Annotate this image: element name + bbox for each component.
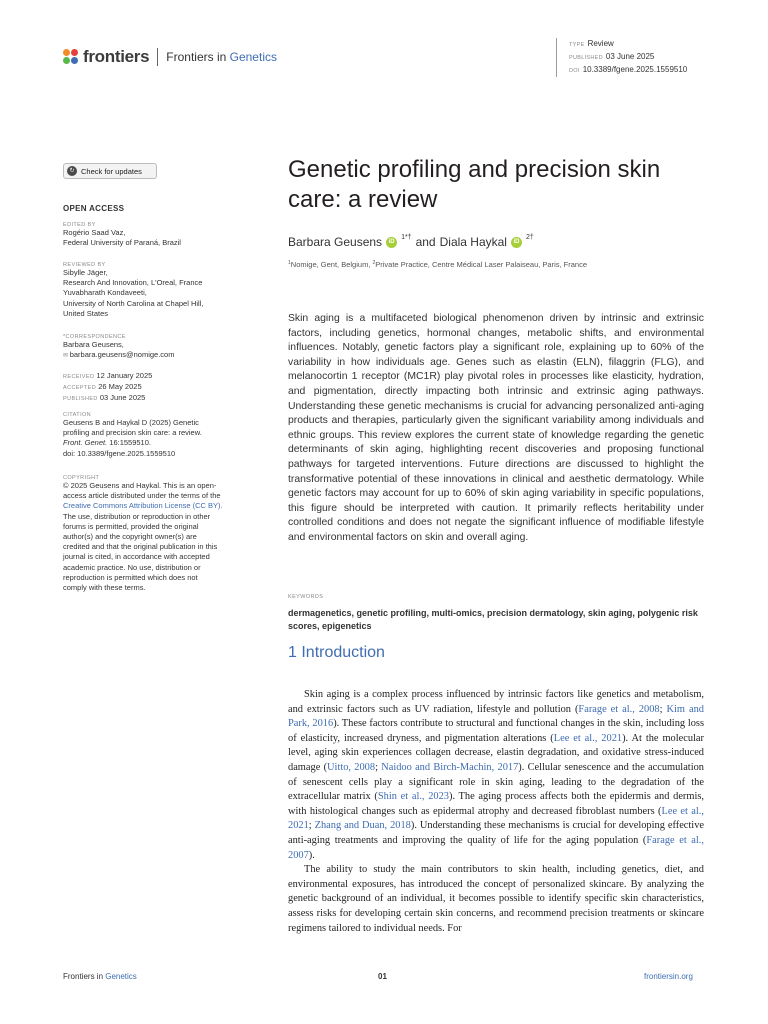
divider [157,48,158,66]
citation-doi-link[interactable]: doi: 10.3389/fgene.2025.1559510 [63,448,176,458]
citation-link[interactable]: Lee et al., 2021 [288,805,704,832]
citation-link[interactable]: Kim and Park, 2016 [288,703,704,730]
check-for-updates-button[interactable] [63,163,157,179]
publisher-name: frontiers [83,47,150,66]
author-name[interactable]: Diala Haykal [439,235,507,249]
footer-site-link[interactable]: frontiersin.org [644,972,693,981]
article-title: Genetic profiling and precision skin care: a review [288,156,661,213]
citation-link[interactable]: Lee et al., 2021 [553,732,623,744]
mail-icon: ✉ [63,353,70,360]
paragraph-text: ; [308,820,315,832]
dates: RECEIVED 12 January 2025 ACCEPTED 26 May 2025 PUBLISHED 03 June 2025 [63,371,153,403]
copyright: COPYRIGHT © 2025 Geusens and Haykal. This is an open- access article distributed under the terms of the Creative Commons Attribution License (CC BY). The use, distribution or reproduction in other forums is permitted, provided the original author(s) and the copyright owner(s) are credited and that the original publication in this journal is cited, in accordance with accepted academic practice. No use, distribution or reproduction is permitted which does not comply with these terms. [63,475,263,593]
paragraph-text: Skin aging is a complex process influenced by intrinsic factors like genetics and metabolism, and extrinsic factors such as UV radiation, lifestyle and pollution ( [288,689,704,715]
journal-prefix: Frontiers in [166,50,230,64]
paragraph [288,688,704,863]
update-icon: ↻ [67,166,77,176]
orcid-icon[interactable]: iD [386,237,397,248]
citation-link[interactable]: Shin et al., 2023 [377,791,449,803]
article-published: PUBLISHED 03 June 2025 [569,52,655,61]
footer-journal-link[interactable]: Genetics [105,972,137,981]
body-text [288,688,704,936]
section-heading: 1 Introduction [288,644,385,661]
paragraph: The ability to study the main contributors to skin health, including genetics, diet, and environmental exposures, has introduced the concept of personalized skincare. By analyzing the genetic background of an individual, it becomes possible to identify specific skin characteristics, assess risks for developing certain skin concerns, and recommend precision treatments or skincare regimens tailored to individual needs. For [288,864,704,934]
abstract: Skin aging is a multifaceted biological phenomenon driven by intrinsic and extrinsic factors, including genetics, hormonal changes, metabolic shifts, and environmental influences. Notably, genetic factors play a significant role, explaining up to 60% of the variability in how individuals age. Genes such as elastin (ELN), filaggrin (FLG), and melanocortin 1 receptor (MC1R) play pivotal roles in processes like elasticity, hydration, and pigmentation, directly impacting both intrinsic and extrinsic aging pathways. Understanding these genetic mechanisms is crucial for advancing personalized anti-aging products and therapies, particularly given the significant variability among individuals and ethnic groups. This review explores the current state of knowledge regarding the genetic determinants of skin aging, highlighting recent discoveries and proposing functional pathways for targeted interventions. Future directions are discussed to highlight the transformative potential of these innovations in clinical and aesthetic dermatology. While genetic factors may account for up to 60% of skin aging variability in specific populations, this figure should be interpreted with caution. It primarily reflects heritability under controlled conditions and does not negate the significant influence of modifiable lifestyle and environmental factors on skin and overall aging. [288,313,704,543]
citation: CITATION Geusens B and Haykal D (2025) Genetic profiling and precision skin care: a review. Front. Genet. 16:1559510. doi: 10.3389/fgene.2025.1559510 [63,412,263,459]
paragraph-text: ). At the molecular level, aging skin experiences collagen decrease, elastin degradation, and oxidative stress-induced damage ( [288,732,704,773]
orcid-icon[interactable]: iD [511,237,522,248]
article-meta [556,38,687,77]
author-list: Barbara Geusens iD 1*† and Diala Haykal iD 2† [288,233,534,249]
paragraph-text: ). [308,849,315,861]
citation-link[interactable]: Zhang and Duan, 2018 [314,820,411,832]
frontiers-logo-icon [63,49,79,65]
citation-link[interactable]: Naidoo and Birch-Machin, 2017 [381,761,519,773]
article-type: TYPE Review [569,39,614,48]
open-access-label: OPEN ACCESS [63,204,125,213]
author-name[interactable]: Barbara Geusens [288,235,383,249]
correspondence-email[interactable]: ✉ barbara.geusens@nomige.com [63,350,175,360]
check-for-updates-label: Check for updates [81,166,142,176]
edited-by: EDITED BY Rogério Saad Vaz, Federal University of Paraná, Brazil [63,222,181,248]
article-doi[interactable]: DOI 10.3389/fgene.2025.1559510 [569,65,688,74]
citation-link[interactable]: Farage et al., 2007 [288,834,704,861]
citation-link[interactable]: Uitto, 2008 [327,761,376,773]
paragraph-text: ). The aging process affects both the epidermis and dermis, with histological changes such as epidermal atrophy and decreased fibroblast numbers ( [288,791,705,817]
citation-link[interactable]: Farage et al., 2008 [578,703,660,715]
page-number: 01 [378,972,387,981]
paragraph-text: ; [375,761,382,773]
journal-name[interactable] [166,50,277,64]
keywords-label: KEYWORDS [288,594,324,600]
frontiers-logo[interactable] [63,47,277,67]
journal-title: Genetics [229,50,277,64]
paragraph-text: ; [659,703,667,715]
paragraph-text: ). Understanding these mechanisms is crucial for developing effective anti-aging treatments and improving the quality of life for the aging population ( [288,820,704,846]
footer-journal: Frontiers in Genetics [63,972,137,981]
cc-by-license-link[interactable]: Creative Commons Attribution License (CC BY). [63,501,223,511]
correspondence: *CORRESPONDENCE Barbara Geusens, ✉ barbara.geusens@nomige.com [63,334,263,361]
keywords: dermagenetics, genetic profiling, multi-omics, precision dermatology, skin aging, polygenic risk scores, epigenetics [288,608,698,631]
paragraph-text: ). Cellular senescence and the accumulation of senescent cells play a significant role in skin aging, leading to the degradation of the extracellular matrix ( [288,761,704,803]
paragraph-text: ). These factors contribute to structural and functional changes in the skin, including loss of elasticity, increased dryness, and pigmentation alterations ( [288,718,705,744]
affiliations: $^1$Nomige, Gent, Belgium, $^2$Private Practice, Centre Médical Laser Palaiseau, Paris, France [288,260,588,269]
reviewed-by: REVIEWED BY Sibylle Jäger, Research And Innovation, L'Oreal, France Yuvabharath Kondaveeti, University of North Carolina at Chapel Hill, United States [63,262,204,318]
